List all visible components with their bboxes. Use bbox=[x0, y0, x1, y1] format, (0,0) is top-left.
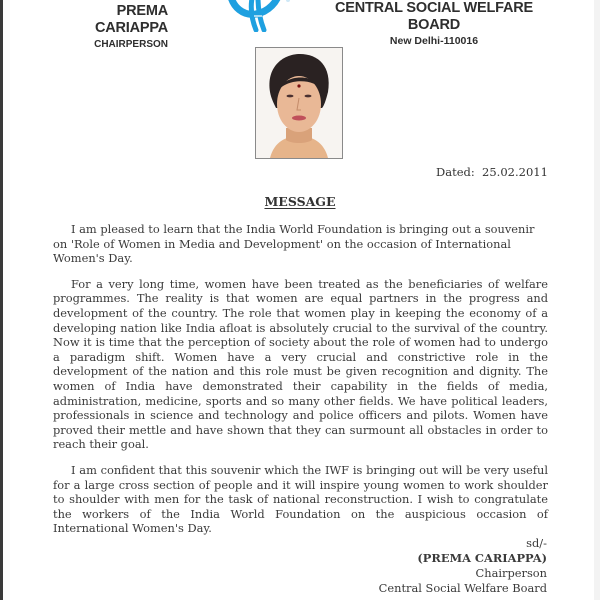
signatory-title: Chairperson bbox=[475, 566, 547, 580]
organization-address: New Delhi-110016 bbox=[389, 35, 479, 47]
message-paragraph-3: I am confident that this souvenir which the IWF is bringing out will be very useful for a large cross section of people and it will inspire young women to work shoulder to shoulder with men for the task of national reconstruction. I wish to congratulate the workers of the India World Foundation on the auspicious occasion of International Women's Day. bbox=[53, 462, 548, 536]
message-paragraph-2: For a very long time, women have been treated as the beneficiaries of welfare programmes. The reality is that women are equal partners in the progress and development of the country. The role that women play in keeping the economy of a developing nation like India afloat is absolutely crucial to the survival of the country. Now it is time that the perception of society about the role of women had to undergo a paradigm shift. Women have a very crucial and constrictive role in the development of the nation and this role must be given recognition and dignity. The women of India have demonstrated their capability in the fields of media, administration, medicine, sports and so many other fields. We have political leaders, professionals in science and technology and police officers and pilots. Women have proved their mettle and have shown that they can surmount all obstacles in order to reach their goal. bbox=[53, 276, 548, 452]
signatory-name: (PREMA CARIAPPA) bbox=[417, 551, 547, 565]
page-right-edge bbox=[594, 0, 600, 600]
letterhead-sender bbox=[50, 3, 168, 51]
signatory-organization: Central Social Welfare Board bbox=[378, 581, 547, 595]
organization-name: CENTRAL SOCIAL WELFARE BOARD bbox=[334, 0, 534, 33]
message-heading-text: MESSAGE bbox=[264, 194, 336, 209]
portrait-photo bbox=[255, 47, 343, 159]
page-left-border bbox=[0, 0, 3, 600]
signature-mark: sd/- bbox=[526, 536, 547, 550]
csw-board-emblem-icon bbox=[222, 0, 292, 32]
message-heading bbox=[0, 194, 600, 209]
sender-name: PREMA CARIAPPA bbox=[94, 3, 168, 36]
letterhead-organization bbox=[318, 0, 550, 48]
letter-date: Dated: 25.02.2011 bbox=[436, 165, 548, 179]
sender-title: CHAIRPERSON bbox=[94, 39, 168, 50]
message-body bbox=[53, 222, 548, 547]
signature-block bbox=[379, 536, 547, 596]
message-paragraph-1: I am pleased to learn that the India World Foundation is bringing out a souvenir on 'Role of Women in Media and Development' on the occasion of International Women's Day. bbox=[53, 222, 535, 266]
